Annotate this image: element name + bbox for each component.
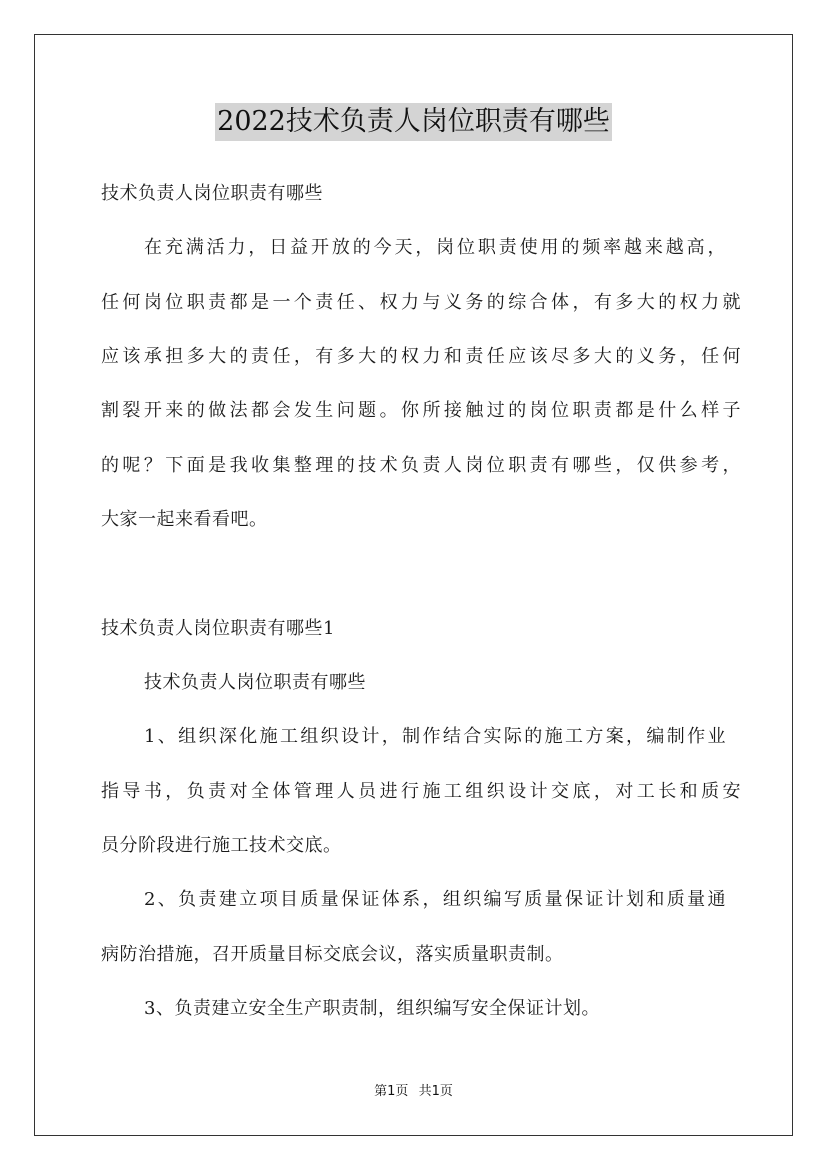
subsection-heading: 技术负责人岗位职责有哪些 — [144, 672, 366, 693]
paragraph-line: 应该承担多大的责任，有多大的权力和责任应该尽多大的义务，任何 — [101, 346, 741, 367]
paragraph-line: 病防治措施，召开质量目标交底会议，落实质量职责制。 — [101, 944, 564, 965]
paragraph-line: 3、负责建立安全生产职责制，组织编写安全保证计划。 — [144, 998, 600, 1019]
paragraph-line: 割裂开来的做法都会发生问题。你所接触过的岗位职责都是什么样子 — [101, 400, 741, 421]
paragraph-line: 的呢？下面是我收集整理的技术负责人岗位职责有哪些，仅供参考， — [101, 455, 741, 476]
paragraph-line: 指导书，负责对全体管理人员进行施工组织设计交底，对工长和质安 — [101, 781, 741, 802]
title-container — [0, 103, 827, 141]
document-title: 2022技术负责人岗位职责有哪些 — [215, 103, 612, 141]
paragraph-line: 任何岗位职责都是一个责任、权力与义务的综合体，有多大的权力就 — [101, 292, 741, 313]
paragraph-line: 2、负责建立项目质量保证体系，组织编写质量保证计划和质量通 — [144, 889, 726, 910]
page-footer — [0, 1083, 827, 1101]
page-number: 第1页 — [374, 1084, 409, 1099]
paragraph-line: 员分阶段进行施工技术交底。 — [101, 835, 342, 856]
paragraph-line: 1、组织深化施工组织设计，制作结合实际的施工方案，编制作业 — [144, 726, 726, 747]
paragraph-line: 在充满活力，日益开放的今天，岗位职责使用的频率越来越高， — [144, 237, 726, 258]
paragraph-line: 大家一起来看看吧。 — [101, 509, 268, 530]
section-heading: 技术负责人岗位职责有哪些1 — [101, 618, 335, 639]
total-pages: 共1页 — [418, 1084, 453, 1099]
intro-heading: 技术负责人岗位职责有哪些 — [101, 183, 323, 204]
